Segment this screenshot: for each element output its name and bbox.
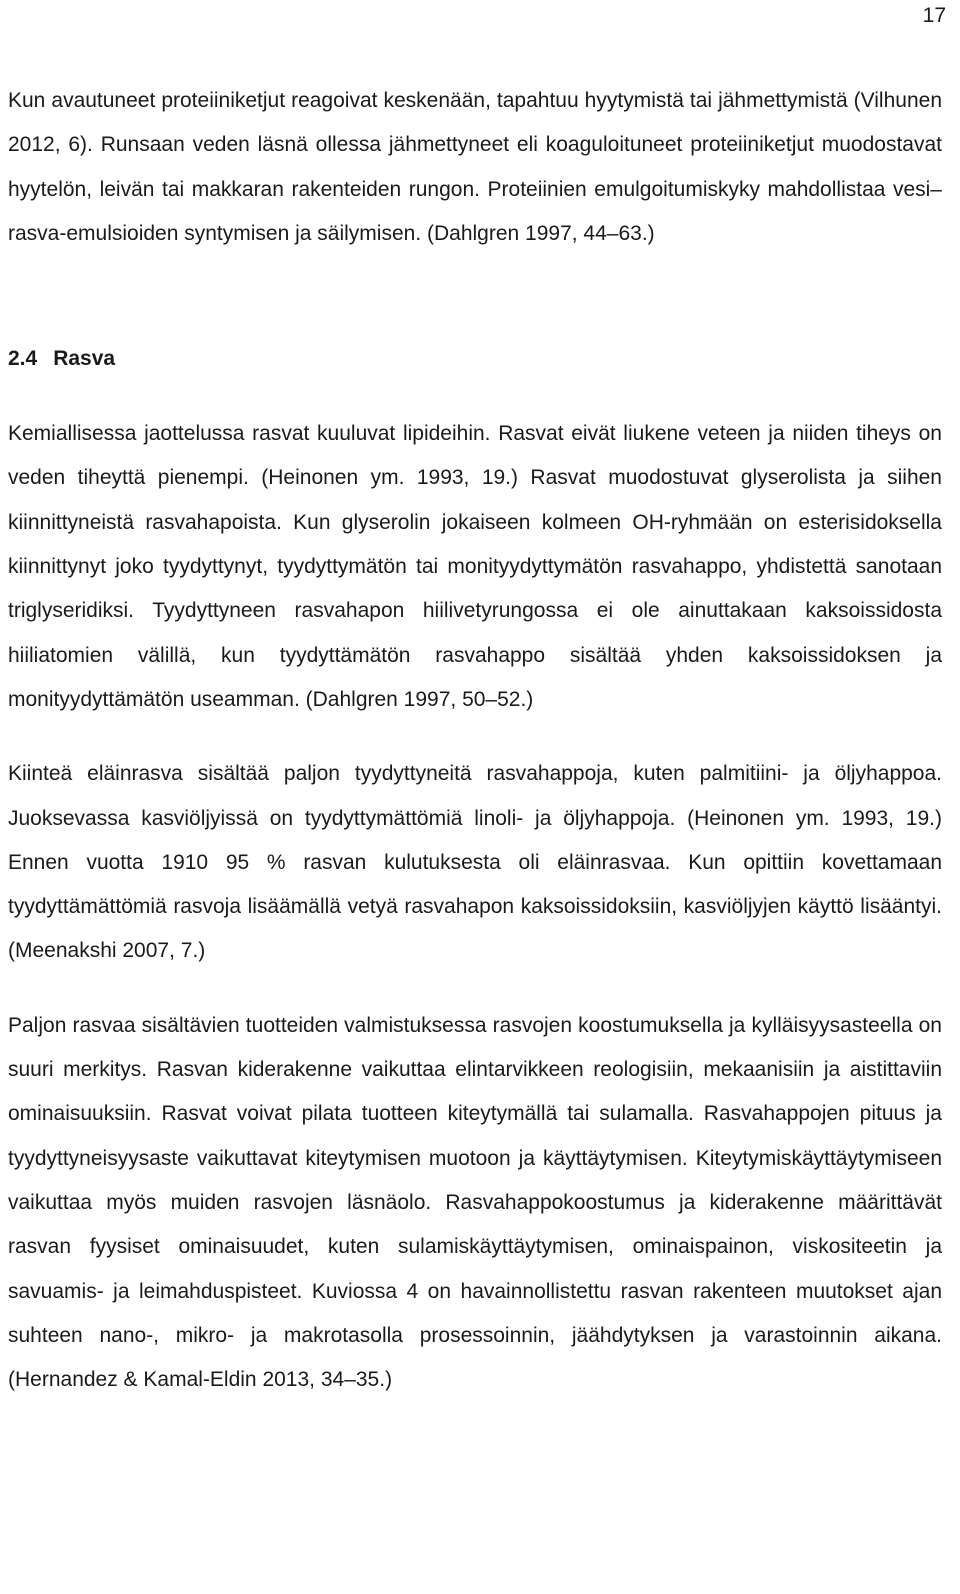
paragraph-fat-chemistry: Kemiallisessa jaottelussa rasvat kuuluvat lipideihin. Rasvat eivät liukene veteen ja niiden tiheys on veden tiheyttä pienempi. (Heinonen ym. 1993, 19.) Rasvat muodostuvat glyserolista ja siihen kiinnittyneistä rasvahapoista. Kun glyserolin jokaiseen kolmeen OH-ryhmään on esterisidoksella kiinnittynyt joko tyydyttynyt, tyydyttymätön tai monityydyttymätön rasvahappo, yhdistettä sanotaan triglyseridiksi. Tyydyttyneen rasvahapon hiilivetyrungossa ei ole ainuttakaan kaksoissidosta hiiliatomien välillä, kun tyydyttämätön rasvahappo sisältää yhden kaksoissidoksen ja monityydyttämätön useamman. (Dahlgren 1997, 50–52.): [8, 422, 942, 711]
section-title: Rasva: [53, 347, 116, 371]
paragraph-protein-coagulation: Kun avautuneet proteiiniketjut reagoivat keskenään, tapahtuu hyytymistä tai jähmettymistä (Vilhunen 2012, 6). Runsaan veden läsnä ollessa jähmettyneet eli koaguloituneet proteiiniketjut muodostavat hyytelön, leivän tai makkaran rakenteiden rungon. Proteiinien emulgoitumiskyky mahdollistaa vesi–rasva-emulsioiden syntymisen ja säilymisen. (Dahlgren 1997, 44–63.): [8, 89, 942, 245]
document-body: [8, 79, 942, 1402]
page-number: 17: [922, 4, 946, 27]
paragraph-fat-sources: Kiinteä eläinrasva sisältää paljon tyydyttyneitä rasvahappoja, kuten palmitiini- ja öljyhappoa. Juoksevassa kasviöljyissä on tyydyttymättömiä linoli- ja öljyhappoja. (Heinonen ym. 1993, 19.) Ennen vuotta 1910 95 % rasvan kulutuksesta oli eläinrasvaa. Kun opittiin kovettamaan tyydyttämättömiä rasvoja lisäämällä vetyä rasvahapon kaksoissidoksiin, kasviöljyjen käyttö lisääntyi. (Meenakshi 2007, 7.): [8, 762, 942, 963]
section-heading: [8, 347, 942, 371]
section-number: 2.4: [8, 347, 38, 371]
paragraph-fat-properties: Paljon rasvaa sisältävien tuotteiden valmistuksessa rasvojen koostumuksella ja kylläisyysasteella on suuri merkitys. Rasvan kiderakenne vaikuttaa elintarvikkeen reologisiin, mekaanisiin ja aistittaviin ominaisuuksiin. Rasvat voivat pilata tuotteen kiteytymällä tai sulamalla. Rasvahappojen pituus ja tyydyttyneisyysaste vaikuttavat kiteytymisen muotoon ja käyttäytymisen. Kiteytymiskäyttäytymiseen vaikuttaa myös muiden rasvojen läsnäolo. Rasvahappokoostumus ja kiderakenne määrittävät rasvan fyysiset ominaisuudet, kuten sulamiskäyttäytymisen, ominaispainon, viskositeetin ja savuamis- ja leimahduspisteet. Kuviossa 4 on havainnollistettu rasvan rakenteen muutokset ajan suhteen nano-, mikro- ja makrotasolla prosessoinnin, jäähdytyksen ja varastoinnin aikana. (Hernandez & Kamal-Eldin 2013, 34–35.): [8, 1013, 942, 1392]
